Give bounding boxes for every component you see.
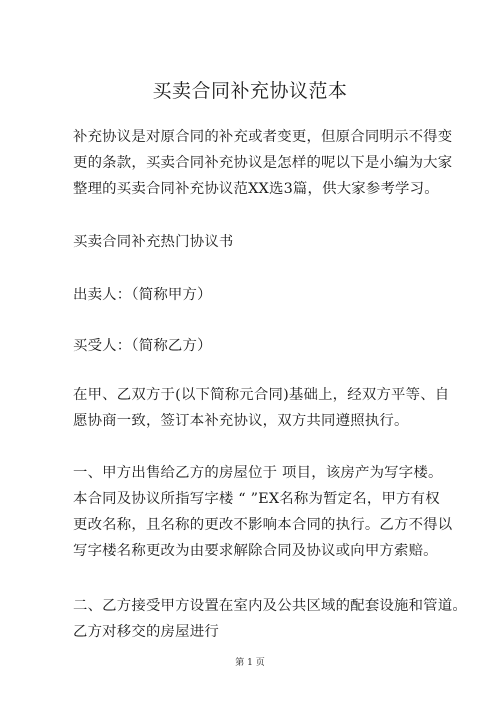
paragraph-line: 本合同及协议所指写字楼 “ ”EX名称为暂定名，甲方有权 <box>73 491 440 507</box>
paragraph-line: 更改名称，且名称的更改不影响本合同的执行。乙方不得以 <box>73 517 453 533</box>
paragraph-line: 在甲、乙双方于(以下简称元合同)基础上，经双方平等、自 <box>73 387 450 403</box>
seller-line <box>73 282 439 308</box>
paragraph-line: 补充协议是对原合同的补充或者变更，但原合同明示不得变 <box>73 129 453 145</box>
clause-one-paragraph <box>73 460 453 564</box>
paragraph-line: 买卖合同补充热门协议书 <box>73 234 234 250</box>
clause-two-paragraph <box>73 593 467 645</box>
paragraph-line: 更的条款，买卖合同补充协议是怎样的呢以下是小编为大家 <box>73 155 453 171</box>
agreement-heading <box>73 229 439 255</box>
paragraph-line: 一、甲方出售给乙方的房屋位于 项目，该房产为写字楼。 <box>73 465 443 481</box>
paragraph-line: 出卖人：（简称甲方） <box>73 287 212 303</box>
paragraph-line: 愿协商一致，签订本补充协议，双方共同遵照执行。 <box>73 413 409 429</box>
paragraph-line: 整理的买卖合同补充协议范XX选3篇，供大家参考学习。 <box>73 181 439 197</box>
document-title: 买卖合同补充协议范本 <box>152 80 348 102</box>
intro-paragraph <box>73 124 453 202</box>
paragraph-line: 乙方对移交的房屋进行 <box>73 624 219 640</box>
paragraph-line: 二、乙方接受甲方设置在室内及公共区域的配套设施和管道。 <box>73 598 467 614</box>
buyer-line <box>73 333 439 359</box>
preamble-paragraph <box>73 382 450 434</box>
paragraph-line: 买受人：（简称乙方） <box>73 338 212 354</box>
page-number: 第 1 页 <box>235 658 265 668</box>
paragraph-line: 写字楼名称更改为由要求解除合同及协议或向甲方索赔。 <box>73 543 438 559</box>
